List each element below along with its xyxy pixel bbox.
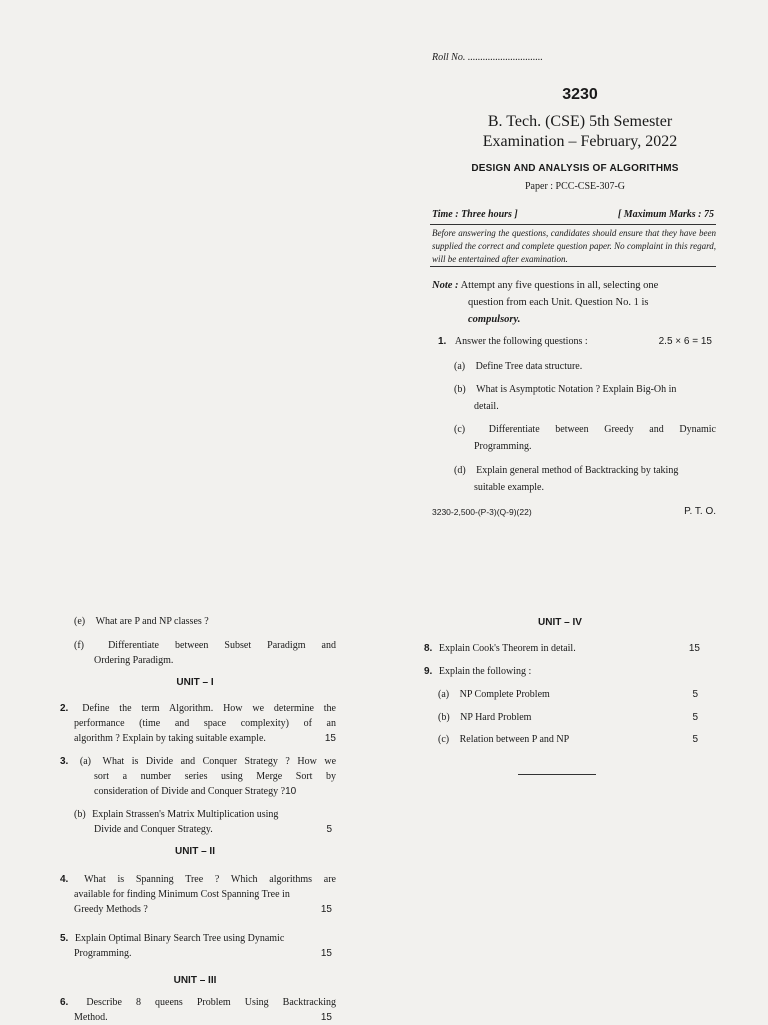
part-label: (b) <box>438 712 450 723</box>
instructions-warning: Before answering the questions, candidates should ensure that they have been supplied the correct and complete question paper. No complaint in this regard, will be entertained after examination. <box>432 228 716 264</box>
question-text: Explain the following : <box>438 666 532 677</box>
part-text-cont: detail. <box>474 401 499 412</box>
question-marks: 15 <box>320 904 332 915</box>
question-number: 8. <box>424 643 433 654</box>
question-9-part-a <box>438 687 700 702</box>
question-6 <box>60 995 336 1025</box>
question-text: Explain Optimal Binary Search Tree using Dynamic <box>74 933 285 944</box>
part-label: (d) <box>454 465 466 476</box>
question-text-cont: performance (time and space complexity) of an <box>74 718 336 729</box>
part-marks: 5 <box>692 712 698 723</box>
question-1-part-f <box>74 638 336 668</box>
question-marks: 2.5 × 6 = 15 <box>658 336 712 347</box>
question-number: 9. <box>424 666 433 677</box>
part-label: (c) <box>454 424 466 435</box>
exam-title <box>460 112 700 152</box>
question-number: 2. <box>60 703 69 714</box>
part-label: (a) <box>438 689 450 700</box>
time-allowed: Time : Three hours ] <box>432 209 518 220</box>
question-text: Answer the following questions : <box>454 336 588 347</box>
unit-heading: UNIT – III <box>173 975 217 986</box>
question-text: Explain Cook's Theorem in detail. <box>438 643 576 654</box>
question-1-part-e <box>74 614 336 629</box>
part-text: NP Complete Problem <box>459 689 550 700</box>
question-3a <box>60 754 336 799</box>
page-footer <box>432 507 716 517</box>
part-text: Explain general method of Backtracking by taking <box>476 465 679 476</box>
question-number: 6. <box>60 997 69 1008</box>
question-8 <box>424 641 700 656</box>
part-marks: 5 <box>692 734 698 745</box>
question-4 <box>60 872 336 917</box>
divider <box>430 224 716 225</box>
question-3b <box>74 807 336 837</box>
note-text-3: compulsory. <box>468 314 521 325</box>
paper-code-line: Paper : PCC-CSE-307-G <box>525 181 625 192</box>
question-text: Describe 8 queens Problem Using Backtracking <box>86 997 336 1008</box>
part-label: (c) <box>438 734 450 745</box>
degree-line: B. Tech. (CSE) 5th Semester <box>487 113 673 130</box>
question-1-part-d <box>454 462 716 496</box>
question-2 <box>60 701 336 746</box>
part-label: (b) <box>454 384 466 395</box>
unit-heading: UNIT – II <box>174 846 215 857</box>
question-text-cont: available for finding Minimum Cost Spanning Tree in <box>74 889 290 900</box>
question-marks: 5 <box>326 824 332 835</box>
part-label: (b) <box>74 809 86 820</box>
question-text-cont: Method. <box>74 1012 108 1023</box>
question-text: What is Spanning Tree ? Which algorithms are <box>84 874 336 885</box>
question-marks: 15 <box>320 948 332 959</box>
question-number: 4. <box>60 874 69 885</box>
question-text: What is Divide and Conquer Strategy ? How we <box>102 756 337 767</box>
note-text-2: question from each Unit. Question No. 1 is <box>468 297 649 308</box>
question-text: Explain Strassen's Matrix Multiplication using <box>92 809 279 820</box>
part-text: Differentiate between Greedy and Dynamic <box>488 424 716 435</box>
part-text: Differentiate between Subset Paradigm and <box>108 640 337 651</box>
subject-title: DESIGN AND ANALYSIS OF ALGORITHMS <box>471 163 679 174</box>
question-number: 5. <box>60 933 69 944</box>
question-text-cont: algorithm ? Explain by taking suitable example. <box>74 733 266 744</box>
unit-heading: UNIT – IV <box>538 617 582 628</box>
roll-number: Roll No. .............................. <box>432 52 543 63</box>
question-1-part-b <box>454 381 716 415</box>
note-label: Note : <box>432 280 459 291</box>
question-1-part-a <box>454 358 716 375</box>
print-code: 3230-2,500-(P-3)(Q-9)(22) <box>432 507 532 517</box>
note-block <box>432 277 716 328</box>
part-label: (a) <box>79 756 91 767</box>
question-5 <box>60 931 336 961</box>
part-label: (a) <box>454 361 466 372</box>
part-text: What is Asymptotic Notation ? Explain Big-Oh in <box>476 384 677 395</box>
question-marks: 10 <box>285 786 297 797</box>
part-label: (e) <box>74 616 86 627</box>
end-rule <box>518 774 596 775</box>
part-text: Define Tree data structure. <box>475 361 583 372</box>
question-1 <box>438 336 716 347</box>
time-marks-bar <box>432 209 714 220</box>
unit-heading: UNIT – I <box>176 677 214 688</box>
question-1-part-c <box>454 421 716 455</box>
question-text-cont: consideration of Divide and Conquer Strategy ? <box>94 786 286 797</box>
question-9-part-c <box>438 732 700 747</box>
question-text-cont: sort a number series using Merge Sort by <box>94 771 336 782</box>
part-marks: 5 <box>692 689 698 700</box>
question-9 <box>424 664 700 679</box>
exam-date-line: Examination – February, 2022 <box>482 133 678 150</box>
question-9-part-b <box>438 710 700 725</box>
part-label: (f) <box>74 640 84 651</box>
paper-code: 3230 <box>562 86 598 103</box>
question-text-cont: Programming. <box>74 948 132 959</box>
part-text-cont: Programming. <box>474 441 532 452</box>
maximum-marks: [ Maximum Marks : 75 <box>617 209 714 220</box>
question-number: 1. <box>438 336 447 347</box>
question-text: Define the term Algorithm. How we determine the <box>82 703 336 714</box>
part-text: What are P and NP classes ? <box>95 616 209 627</box>
divider <box>430 266 716 267</box>
question-text-cont: Divide and Conquer Strategy. <box>94 824 213 835</box>
question-marks: 15 <box>320 1012 332 1023</box>
part-text: NP Hard Problem <box>460 712 532 723</box>
question-marks: 15 <box>688 643 700 654</box>
part-text-cont: Ordering Paradigm. <box>94 655 174 666</box>
please-turn-over: P. T. O. <box>684 506 716 517</box>
part-text-cont: suitable example. <box>474 482 544 493</box>
question-marks: 15 <box>324 733 336 744</box>
note-text-1: Attempt any five questions in all, selecting one <box>460 280 659 291</box>
part-text: Relation between P and NP <box>459 734 570 745</box>
question-number: 3. <box>60 756 69 767</box>
question-text-cont: Greedy Methods ? <box>74 904 148 915</box>
